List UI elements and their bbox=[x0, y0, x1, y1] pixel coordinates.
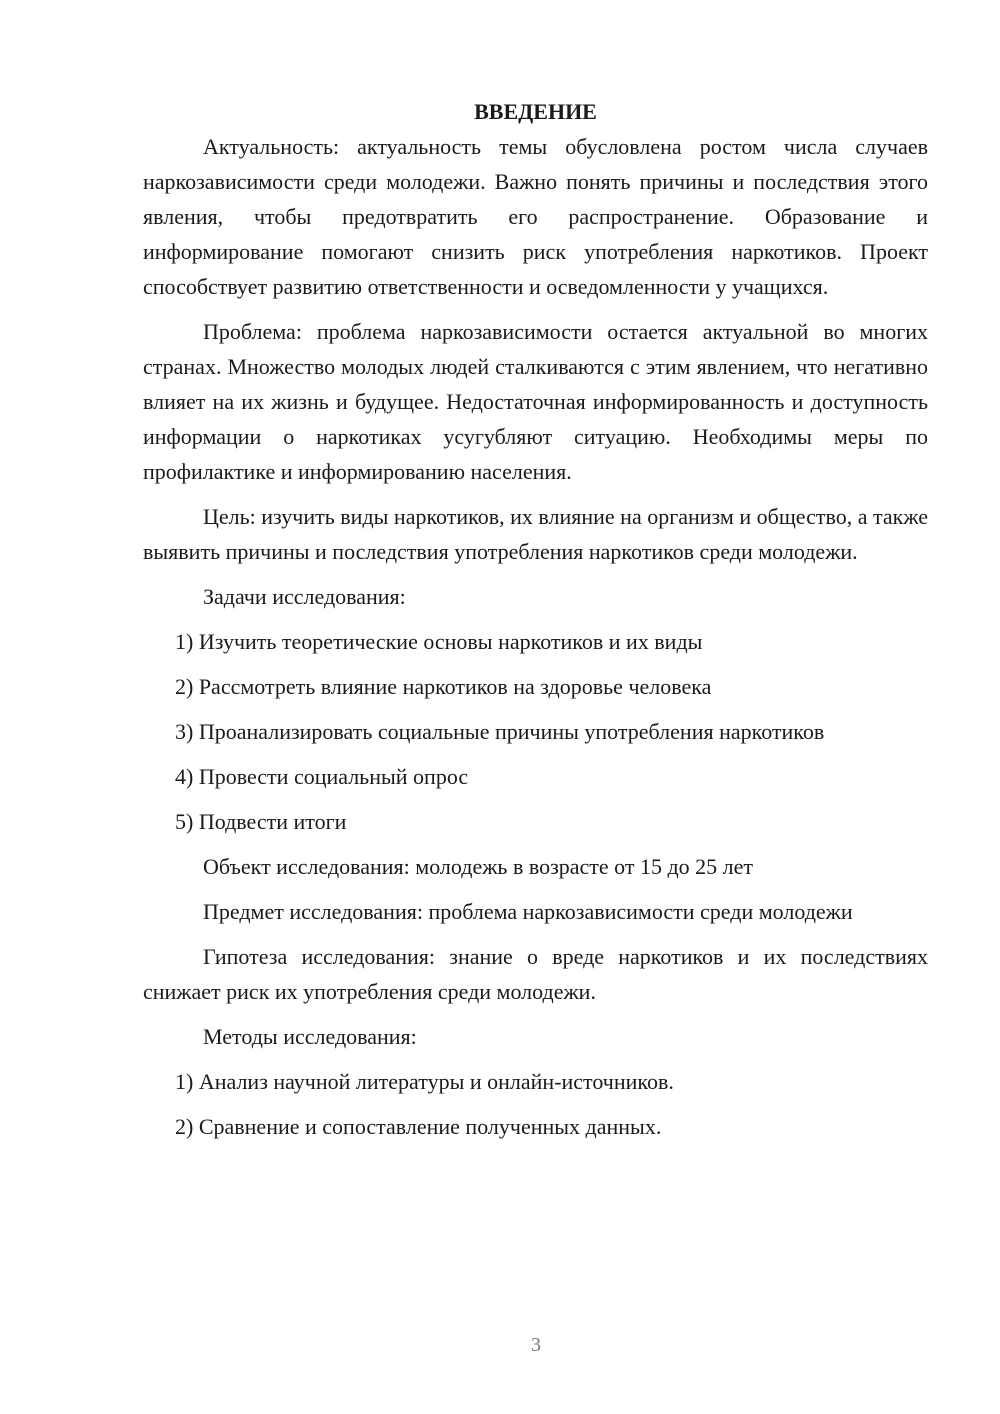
task-item: 3) Проанализировать социальные причины употребления наркотиков bbox=[175, 719, 825, 744]
task-item: 2) Рассмотреть влияние наркотиков на здоровье человека bbox=[175, 674, 712, 699]
relevance-paragraph: Актуальность: актуальность темы обусловлена ростом числа случаев наркозависимости среди молодежи. Важно понять причины и последствия этого явления, чтобы предотвратить его распространение. Образование и информирование помогают снизить риск употребления наркотиков. Проект способствует развитию ответственности и осведомленности у учащихся. bbox=[143, 134, 928, 299]
object-paragraph: Объект исследования: молодежь в возрасте от 15 до 25 лет bbox=[203, 854, 754, 879]
page-title: ВВЕДЕНИЕ bbox=[474, 99, 597, 124]
hypothesis-paragraph: Гипотеза исследования: знание о вреде наркотиков и их последствиях снижает риск их употребления среди молодежи. bbox=[143, 944, 928, 1004]
method-item: 1) Анализ научной литературы и онлайн-источников. bbox=[175, 1069, 674, 1094]
subject-paragraph: Предмет исследования: проблема наркозависимости среди молодежи bbox=[203, 899, 853, 924]
goal-paragraph: Цель: изучить виды наркотиков, их влияние на организм и общество, а также выявить причины и последствия употребления наркотиков среди молодежи. bbox=[143, 504, 928, 564]
method-item: 2) Сравнение и сопоставление полученных данных. bbox=[175, 1114, 662, 1139]
task-item: 4) Провести социальный опрос bbox=[175, 764, 469, 789]
tasks-heading: Задачи исследования: bbox=[203, 584, 406, 609]
page-number: 3 bbox=[531, 1334, 541, 1356]
problem-paragraph: Проблема: проблема наркозависимости остается актуальной во многих странах. Множество молодых людей сталкиваются с этим явлением, что негативно влияет на их жизнь и будущее. Недостаточная информированность и доступность информации о наркотиках усугубляют ситуацию. Необходимы меры по профилактике и информированию населения. bbox=[143, 319, 928, 484]
task-item: 5) Подвести итоги bbox=[175, 809, 347, 834]
document-body bbox=[143, 94, 928, 1154]
methods-heading: Методы исследования: bbox=[203, 1024, 417, 1049]
task-item: 1) Изучить теоретические основы наркотиков и их виды bbox=[175, 629, 703, 654]
